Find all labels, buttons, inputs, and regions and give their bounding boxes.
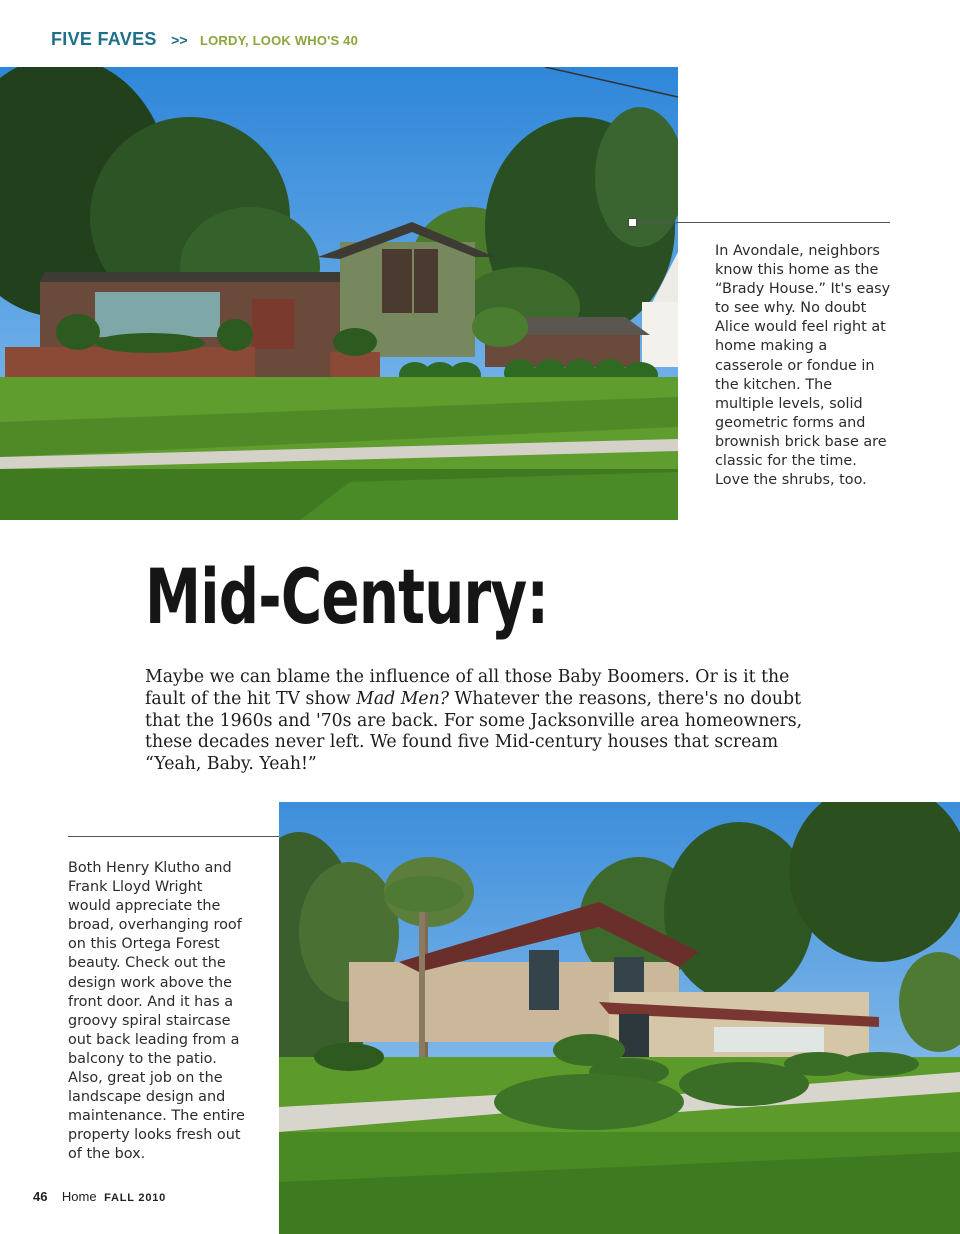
intro-show-title: Mad Men? xyxy=(356,688,450,709)
article-headline: Mid-Century: xyxy=(145,552,549,641)
intro-text-end: Whatever the reasons, there's no doubt that the 1960s and '70s are back. For some Jacksonville area homeowners, these decades never left. We found five Mid-century houses that scream “Yeah, Baby. Yeah!” xyxy=(145,688,803,775)
page-number: 46 xyxy=(33,1189,48,1204)
bottom-photo-caption xyxy=(68,859,248,1165)
issue-label: FALL 2010 xyxy=(104,1192,167,1204)
header-separator: >> xyxy=(171,32,188,48)
article-intro xyxy=(145,667,835,776)
magazine-name: Home xyxy=(61,1189,97,1204)
top-caption-marker xyxy=(628,218,637,227)
intro-text-start: Maybe we can blame the influence of all those Baby Boomers. Or is it the fault of the hit TV show xyxy=(145,667,790,709)
page-footer xyxy=(33,1188,166,1206)
top-caption-rule xyxy=(632,222,890,223)
section-title: FIVE FAVES xyxy=(51,29,157,49)
top-caption-text: In Avondale, neighbors know this home as the “Brady House.” It's easy to see why. No doubt Alice would feel right at home making a casserole or fondue in the kitchen. The multiple levels, solid geometric forms and brownish brick base are classic for the time. Love the shrubs, too. xyxy=(715,243,891,489)
section-kicker: LORDY, LOOK WHO'S 40 xyxy=(199,33,359,48)
bottom-caption-text: Both Henry Klutho and Frank Lloyd Wright would appreciate the broad, overhanging roof on this Ortega Forest beauty. Check out the design work above the front door. And it has a groovy spiral staircase out back leading from a balcony to the patio. Also, great job on the landscape design and maintenance. The entire property looks fresh out of the box. xyxy=(68,860,245,1163)
intro-paragraph xyxy=(145,667,835,776)
top-photo-caption xyxy=(715,242,895,490)
bottom-house-photo xyxy=(279,802,960,1234)
top-house-photo xyxy=(0,67,678,520)
page-header xyxy=(51,29,358,50)
